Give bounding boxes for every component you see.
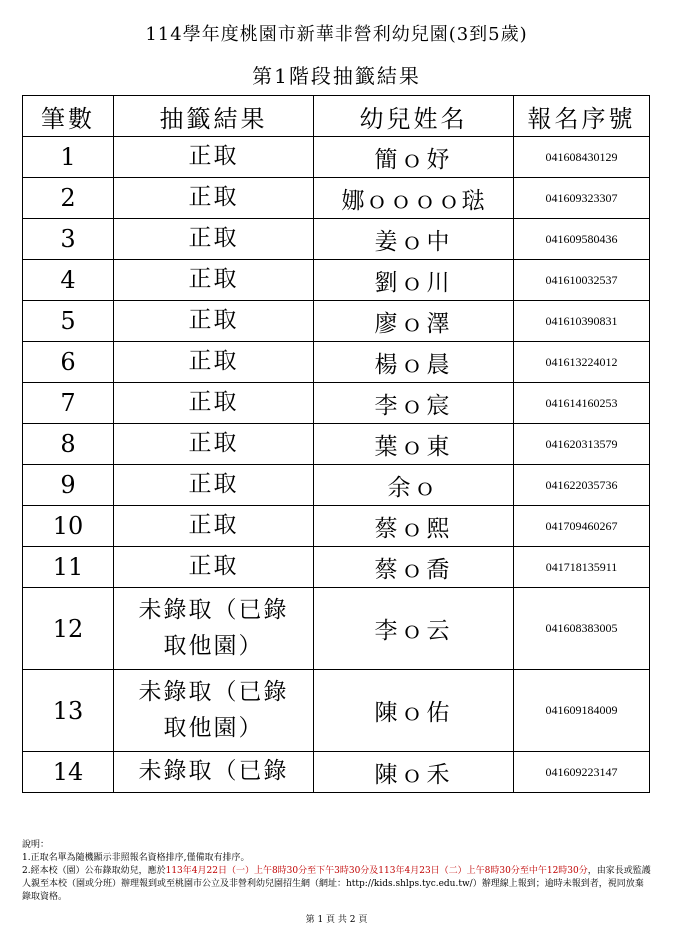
results-table (22, 95, 650, 793)
notes-line-1: 1.正取名單為隨機顯示非照報名資格排序,僅備取有排序。 (22, 853, 250, 863)
row-number: 14 (23, 752, 114, 793)
row-registration-no: 041609580436 (514, 219, 650, 260)
header-registration-no: 報名序號 (514, 96, 650, 137)
row-child-name: 蔡ｏ喬 (314, 547, 514, 588)
row-number: 10 (23, 506, 114, 547)
table-row (23, 137, 650, 178)
page-footer: 第 1 頁 共 2 頁 (305, 915, 368, 925)
table-row (23, 424, 650, 465)
row-number: 4 (23, 260, 114, 301)
row-result: 正取 (114, 260, 314, 301)
table-row (23, 342, 650, 383)
table-row (23, 547, 650, 588)
row-registration-no: 041609223147 (514, 752, 650, 793)
row-result: 未錄取（已錄 (114, 752, 314, 793)
header-result: 抽籤結果 (114, 96, 314, 137)
row-result: 正取 (114, 547, 314, 588)
row-child-name: 陳ｏ禾 (314, 752, 514, 793)
row-result: 正取 (114, 137, 314, 178)
notes-heading: 說明： (22, 840, 50, 850)
row-number: 1 (23, 137, 114, 178)
table-row (23, 465, 650, 506)
row-result: 正取 (114, 506, 314, 547)
row-number: 13 (23, 670, 114, 752)
table-header-row (23, 96, 650, 137)
row-child-name: 李ｏ云 (314, 588, 514, 670)
row-registration-no: 041610390831 (514, 301, 650, 342)
notes-section (22, 839, 652, 904)
row-child-name: 蔡ｏ熙 (314, 506, 514, 547)
row-result (114, 670, 314, 752)
row-child-name: 李ｏ宸 (314, 383, 514, 424)
row-registration-no: 041620313579 (514, 424, 650, 465)
row-registration-no: 041609323307 (514, 178, 650, 219)
row-result: 正取 (114, 178, 314, 219)
row-child-name: 楊ｏ晨 (314, 342, 514, 383)
table-row (23, 383, 650, 424)
row-child-name: 葉ｏ東 (314, 424, 514, 465)
row-result-line: 取他園） (163, 714, 264, 741)
row-registration-no: 041610032537 (514, 260, 650, 301)
row-child-name: 余ｏ (314, 465, 514, 506)
row-number: 2 (23, 178, 114, 219)
row-result (114, 588, 314, 670)
table-row (23, 506, 650, 547)
notes-line-2-text: ，由家長或監護人親至本校（園或分班）辦理報到或至桃園市公立及非營利幼兒園招生網（網址：http://kids.shlps.tyc.edu.tw/）辦理線上報到；逾時未報到者，視同放棄錄取資格。 (22, 866, 651, 902)
row-result: 正取 (114, 301, 314, 342)
table-row (23, 752, 650, 793)
table-row (23, 260, 650, 301)
row-number: 11 (23, 547, 114, 588)
row-number: 12 (23, 588, 114, 670)
row-child-name: 劉ｏ川 (314, 260, 514, 301)
document-title: 114學年度桃園市新華非營利幼兒園(3到5歲) (145, 24, 528, 45)
header-count: 筆數 (23, 96, 114, 137)
row-registration-no: 041608383005 (514, 588, 650, 670)
row-result-line: 取他園） (163, 632, 264, 659)
row-result-line: 未錄取（已錄 (138, 596, 289, 623)
row-child-name: 簡ｏ妤 (314, 137, 514, 178)
row-child-name: 姜ｏ中 (314, 219, 514, 260)
table-row (23, 670, 650, 752)
row-result: 正取 (114, 424, 314, 465)
notes-highlight-dates: 113年4月22日（一）上午8時30分至下午3時30分及113年4月23日（二）上午8時30分至中午12時30分 (165, 866, 588, 876)
table-row (23, 588, 650, 670)
row-result: 正取 (114, 465, 314, 506)
row-registration-no: 041613224012 (514, 342, 650, 383)
row-registration-no: 041609184009 (514, 670, 650, 752)
row-result: 正取 (114, 383, 314, 424)
document-subtitle: 第1階段抽籤結果 (252, 64, 421, 88)
table-row (23, 178, 650, 219)
row-result-line: 未錄取（已錄 (138, 678, 289, 705)
header-child-name: 幼兒姓名 (314, 96, 514, 137)
row-child-name: 娜ｏｏｏｏ琺 (314, 178, 514, 219)
row-result: 正取 (114, 219, 314, 260)
row-number: 6 (23, 342, 114, 383)
notes-line-2-text: 2.經本校（園）公布錄取幼兒，應於 (22, 866, 166, 876)
row-registration-no: 041718135911 (514, 547, 650, 588)
row-number: 8 (23, 424, 114, 465)
row-result: 正取 (114, 342, 314, 383)
row-child-name: 陳ｏ佑 (314, 670, 514, 752)
row-number: 9 (23, 465, 114, 506)
notes-line-2 (22, 865, 652, 904)
row-registration-no: 041608430129 (514, 137, 650, 178)
row-registration-no: 041614160253 (514, 383, 650, 424)
row-registration-no: 041622035736 (514, 465, 650, 506)
row-child-name: 廖ｏ澤 (314, 301, 514, 342)
row-number: 3 (23, 219, 114, 260)
row-number: 5 (23, 301, 114, 342)
row-number: 7 (23, 383, 114, 424)
row-registration-no: 041709460267 (514, 506, 650, 547)
table-row (23, 219, 650, 260)
table-row (23, 301, 650, 342)
